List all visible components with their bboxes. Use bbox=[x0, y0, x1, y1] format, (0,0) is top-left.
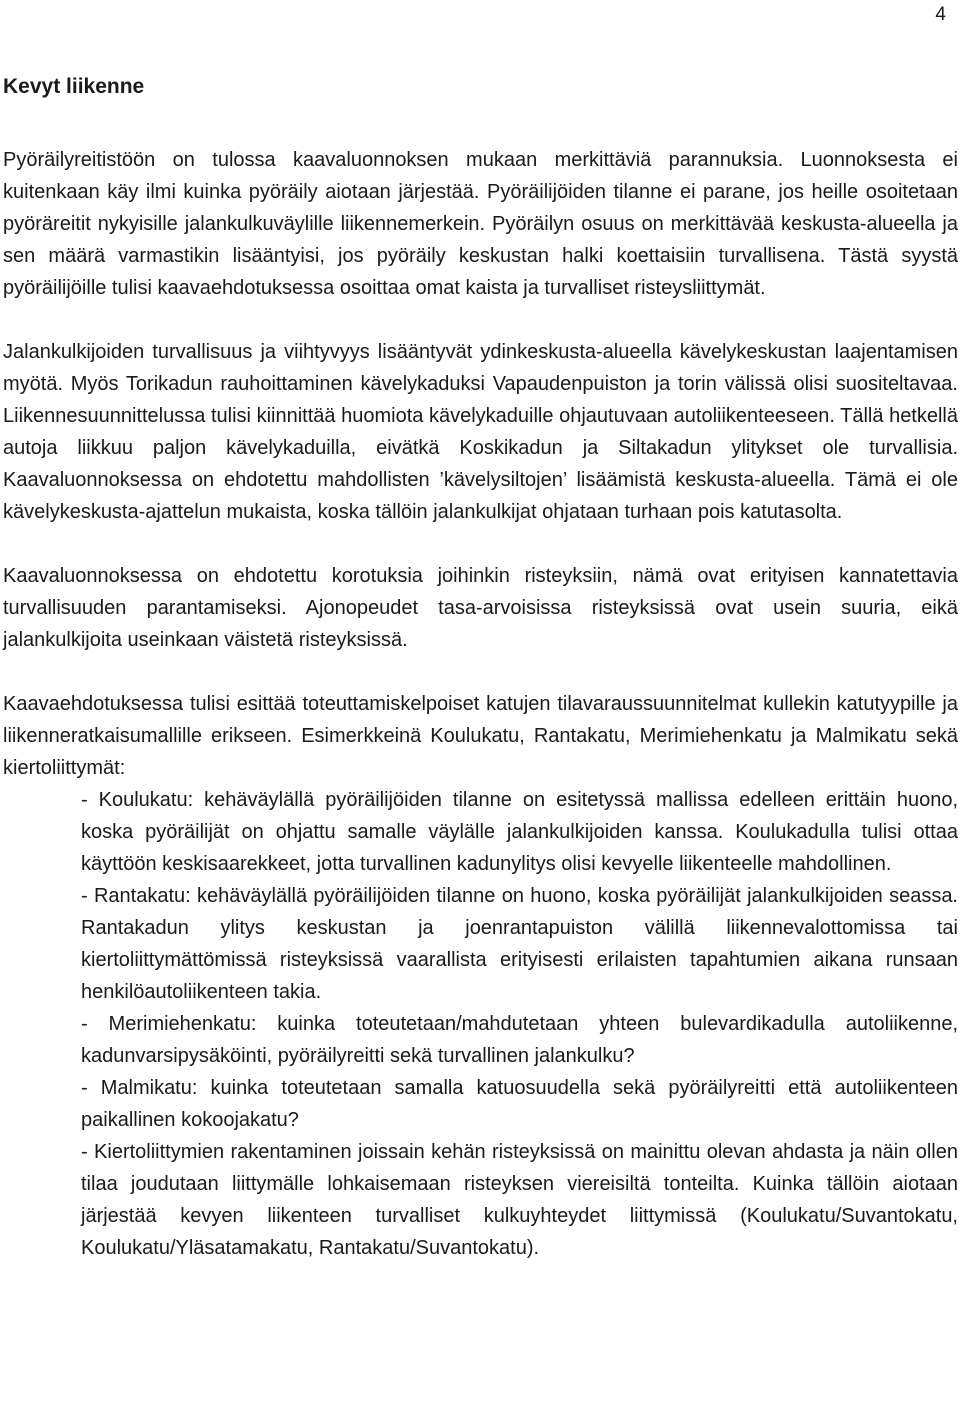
street-list bbox=[3, 784, 958, 1264]
list-item: - Koulukatu: kehäväylällä pyöräilijöiden tilanne on esitetyssä mallissa edelleen erittäin huono, koska pyöräilijät on ohjattu samalle väylälle jalankulkijoiden kanssa. Koulukadulla tulisi ottaa käyttöön keskisaarekkeet, jotta turvallinen kadunylitys olisi kevyelle liikenteelle mahdollinen. bbox=[81, 789, 958, 875]
paragraph-cycling: Pyöräilyreitistöön on tulossa kaavaluonnoksen mukaan merkittäviä parannuksia. Luonnoksesta ei kuitenkaan käy ilmi kuinka pyöräily aiotaan järjestää. Pyöräilijöiden tilanne ei parane, jos heille osoitetaan pyöräreitit nykyisille jalankulkuväylille liikennemerkein. Pyöräilyn osuus on merkittävää keskusta-alueella ja sen määrä varmastikin lisääntyisi, jos pyöräily keskustan halki koettaisiin turvallisena. Tästä syystä pyöräilijöille tulisi kaavaehdotuksessa osoittaa omat kaista ja turvalliset risteysliittymät. bbox=[3, 149, 958, 299]
paragraph-intersections: Kaavaluonnoksessa on ehdotettu korotuksia joihinkin risteyksiin, nämä ovat erityisen kannatettavia turvallisuuden parantamiseksi. Ajonopeudet tasa-arvoisissa risteyksissä ovat usein suuria, eikä jalankulkijoita useinkaan väistetä risteyksissä. bbox=[3, 565, 958, 651]
paragraph-street-plans: Kaavaehdotuksessa tulisi esittää toteuttamiskelpoiset katujen tilavaraussuunnitelmat kullekin katutyypille ja liikenneratkaisumallille erikseen. Esimerkkeinä Koulukatu, Rantakatu, Merimiehenkatu ja Malmikatu sekä kiertoliittymät: bbox=[3, 693, 958, 779]
list-item: - Kiertoliittymien rakentaminen joissain kehän risteyksissä on mainittu olevan ahdasta ja näin ollen tilaa joudutaan liittymälle lohkaisemaan risteyksen viereisiltä tonteilta. Kuinka tällöin aiotaan järjestää kevyen liikenteen turvalliset kulkuyhteydet liittymissä (Koulukatu/Suvantokatu, Koulukatu/Yläsatamakatu, Rantakatu/Suvantokatu). bbox=[81, 1141, 958, 1259]
paragraph-pedestrians: Jalankulkijoiden turvallisuus ja viihtyvyys lisääntyvät ydinkeskusta-alueella kävelykeskustan laajentamisen myötä. Myös Torikadun rauhoittaminen kävelykaduksi Vapaudenpuiston ja torin välissä olisi suositeltavaa. Liikennesuunnittelussa tulisi kiinnittää huomiota kävelykaduille ohjautuvaan autoliikenteeseen. Tällä hetkellä autoja liikkuu paljon kävelykaduilla, eivätkä Koskikadun ja Siltakadun ylitykset ole turvallisia. Kaavaluonnoksessa on ehdotettu mahdollisten ’kävelysiltojen’ lisäämistä keskusta-alueella. Tämä ei ole kävelykeskusta-ajattelun mukaista, koska tällöin jalankulkijat ohjataan turhaan pois katutasolta. bbox=[3, 341, 958, 523]
section-heading: Kevyt liikenne bbox=[3, 75, 145, 98]
list-item: - Rantakatu: kehäväylällä pyöräilijöiden tilanne on huono, koska pyöräilijät jalankulkijoiden seassa. Rantakadun ylitys keskustan ja joenrantapuiston välillä liikennevalottomissa tai kiertoliittymättömissä risteyksissä vaarallista erityisesti erilaisten tapahtumien aikana runsaan henkilöautoliikenteen takia. bbox=[81, 885, 958, 1003]
list-item: - Malmikatu: kuinka toteutetaan samalla katuosuudella sekä pyöräilyreitti että autoliikenteen paikallinen kokoojakatu? bbox=[81, 1077, 958, 1131]
list-item: - Merimiehenkatu: kuinka toteutetaan/mahdutetaan yhteen bulevardikadulla autoliikenne, kadunvarsipysäköinti, pyöräilyreitti sekä turvallinen jalankulku? bbox=[81, 1013, 958, 1067]
page-number: 4 bbox=[935, 4, 946, 25]
document-body bbox=[3, 71, 958, 1264]
